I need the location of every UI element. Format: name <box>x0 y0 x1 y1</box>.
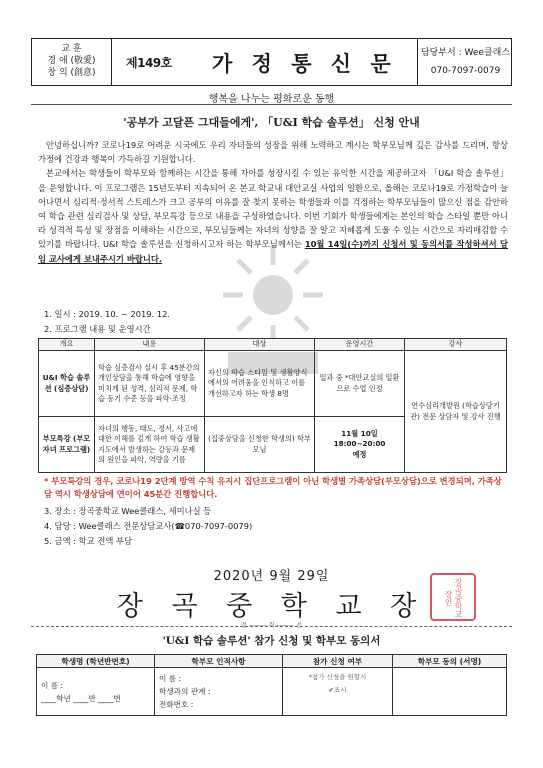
student-name-field[interactable]: 이 름 : <box>41 680 64 690</box>
form-col-parent: 학부모 인적사항 <box>155 655 283 668</box>
program-time <box>315 417 405 473</box>
divider <box>31 104 512 105</box>
item-program: 2. 프로그램 내용 및 운영시간 <box>44 324 151 334</box>
cut-label: 절 ——— 취 ——— 선 <box>240 622 303 629</box>
program-content: 학습 심층검사 실시 후 45분간의 개인상담을 통해 학습에 영향을 미치게 된 성격, 심리적 문제, 학습 동기 수준 등을 파악·조정 <box>95 351 205 417</box>
notice-heading: '공부가 고달픈 그대들에게', 「U&I 학습 솔루션」 신청 안내 <box>123 116 420 129</box>
issue-date: 2020년 9월 29일 <box>213 569 330 584</box>
school-motto <box>32 39 112 85</box>
motto-2: 창 의 (創意) <box>47 68 96 78</box>
form-col-student: 학생명 (학년반번호) <box>37 655 155 668</box>
page-title: 가 정 통 신 문 <box>212 52 397 76</box>
form-header <box>37 655 507 668</box>
col-overview: 개요 <box>39 339 95 351</box>
program-time-date: 11월 10일 <box>341 428 378 438</box>
slogan: 행복을 나누는 평화로운 동행 <box>208 94 335 105</box>
motto-label: 교 훈 <box>61 44 82 54</box>
program-table <box>38 338 507 473</box>
form-title: 'U&I 학습 솔루션' 참가 신청 및 학부모 동의서 <box>162 635 381 647</box>
col-lecturer: 강사 <box>405 339 507 351</box>
parent-phone-field[interactable]: 전화번호 : <box>159 700 194 709</box>
form-col-sign: 학부모 동의 (서명) <box>393 655 507 668</box>
col-time: 운영시간 <box>315 339 405 351</box>
dept-cell <box>418 39 513 85</box>
form-col-apply: 참가 신청 여부 <box>283 655 393 668</box>
program-time-hours: 18:00~20:00 <box>333 439 386 449</box>
official-seal <box>430 573 476 621</box>
newsletter-header <box>31 38 512 86</box>
program-target: (집중상담을 신청한 학생의) 학부모님 <box>205 417 315 473</box>
form-row <box>37 668 507 716</box>
greeting-paragraph: 안녕하십니까? 코로나19로 어려운 시국에도 우리 자녀들의 성장을 위해 노력하고 계시는 학부모님께 깊은 감사를 드리며, 항상 가정에 건강과 행복이 가득하길 기원합니다. <box>38 140 508 165</box>
seal-text: 장곡중학교장인 <box>444 578 463 618</box>
title-cell <box>112 39 418 85</box>
apply-note: *참가 신청을 원할시 <box>308 673 367 681</box>
parent-field[interactable] <box>155 668 283 716</box>
item-contact: 4. 담당 : Wee클래스 전문상담교사(☎070-7097-0079) <box>44 521 253 531</box>
program-content: 자녀의 행동, 태도, 정서, 사고에 대한 이해를 깊게 하여 학습 생활지도에서 발생하는 갈등과 문제의 원인을 파악, 역량을 기름 <box>95 417 205 473</box>
program-name: U&I 학습 솔루션 (심층상담) <box>39 351 95 417</box>
main-paragraph-text: 본교에서는 학생들이 학부모와 함께하는 시간을 통해 자아를 성장시킬 수 있는 유익한 시간을 제공하고자 「U&I 학습 솔루션」을 운영합니다. 이 프로그램은 15년도부터 지속되어 온 본교 학교내 대안교실 사업의 일환으로, 올해는 코로나19로 가정학습이 늘어나면서 심리적·정서적 스트레스가 크고 공부의 이유를 잘 찾지 못하는 학생들과 이를 걱정하는 학부모님들이 많으신 점을 감안하여 학습 관련 심리검사 및 상담, 부모특강 등으로 내용을 구성하였습니다. 이번 기회가 학생들에게는 본인의 학습 스타일 뿐만 아니라 성격적 특성 및 장점을 이해하는 시간으로, 부모님들께는 자녀의 성향을 잘 알고 지혜롭게 도울 수 있는 시간으로 자리매김할 수 있기를 바랍니다. U&I 학습 솔루션을 신청하시고자 하는 학부모님께서는 <box>38 168 508 250</box>
program-table-header <box>39 339 507 351</box>
principal-signature: 장 곡 중 학 교 장 <box>116 591 427 622</box>
apply-checkbox-cell[interactable] <box>283 668 393 716</box>
parent-name-field[interactable]: 이 름 : <box>159 674 182 683</box>
parent-relation-field[interactable]: 학생과의 관계 : <box>159 687 211 696</box>
program-time-note: 예정 <box>352 449 367 459</box>
student-field[interactable] <box>37 668 155 716</box>
program-time: 일과 중 *대안교실의 일환으로 수업 인정 <box>315 351 405 417</box>
item-schedule: 1. 일시 : 2019. 10. ~ 2019. 12. <box>44 309 171 319</box>
dept-phone: 070-7097-0079 <box>430 66 501 76</box>
main-paragraph <box>38 166 508 265</box>
apply-check[interactable]: ✔표시 <box>328 686 347 694</box>
col-content: 내용 <box>95 339 205 351</box>
program-row <box>39 351 507 417</box>
application-form <box>36 654 507 716</box>
deadline-emphasis: 10월 14일(수)까지 신청서 및 동의서를 작성하셔서 담임 교사에게 보내주시기 바랍니다. <box>38 239 508 264</box>
signature-field[interactable] <box>393 668 507 716</box>
program-lecturer: 연수심리개발원 (학습상담기관) 전문 상담자 및 강사 진행 <box>405 351 507 473</box>
student-class-field[interactable]: ____학년 ____반 ____번 <box>41 693 121 703</box>
covid-note: * 부모특강의 경우, 코로나19 2단계 방역 수칙 유지시 집단프로그램이 아닌 학생별 가족상담(부모상담)으로 변경되며, 가족상담 역시 학생상담에 연이어 45분간 진행합니다. <box>44 476 502 499</box>
col-target: 대상 <box>205 339 315 351</box>
item-cost: 5. 금액 : 학교 전액 부담 <box>44 536 133 546</box>
program-target: 자신의 학습 스타일 및 생활양식에서의 어려움을 인식하고 이를 개선하고자 하는 학생 8명 <box>205 351 315 417</box>
item-place: 3. 장소 : 장곡중학교 Wee클래스, 세미나실 등 <box>44 506 212 516</box>
dept-label: 담당부서 : Wee클래스 <box>420 48 511 58</box>
issue-number: 제149호 <box>126 56 172 70</box>
program-name: 부모특강 (부모자녀 프로그램) <box>39 417 95 473</box>
notice-body <box>38 138 508 266</box>
motto-1: 경 애 (敬愛) <box>47 56 96 66</box>
